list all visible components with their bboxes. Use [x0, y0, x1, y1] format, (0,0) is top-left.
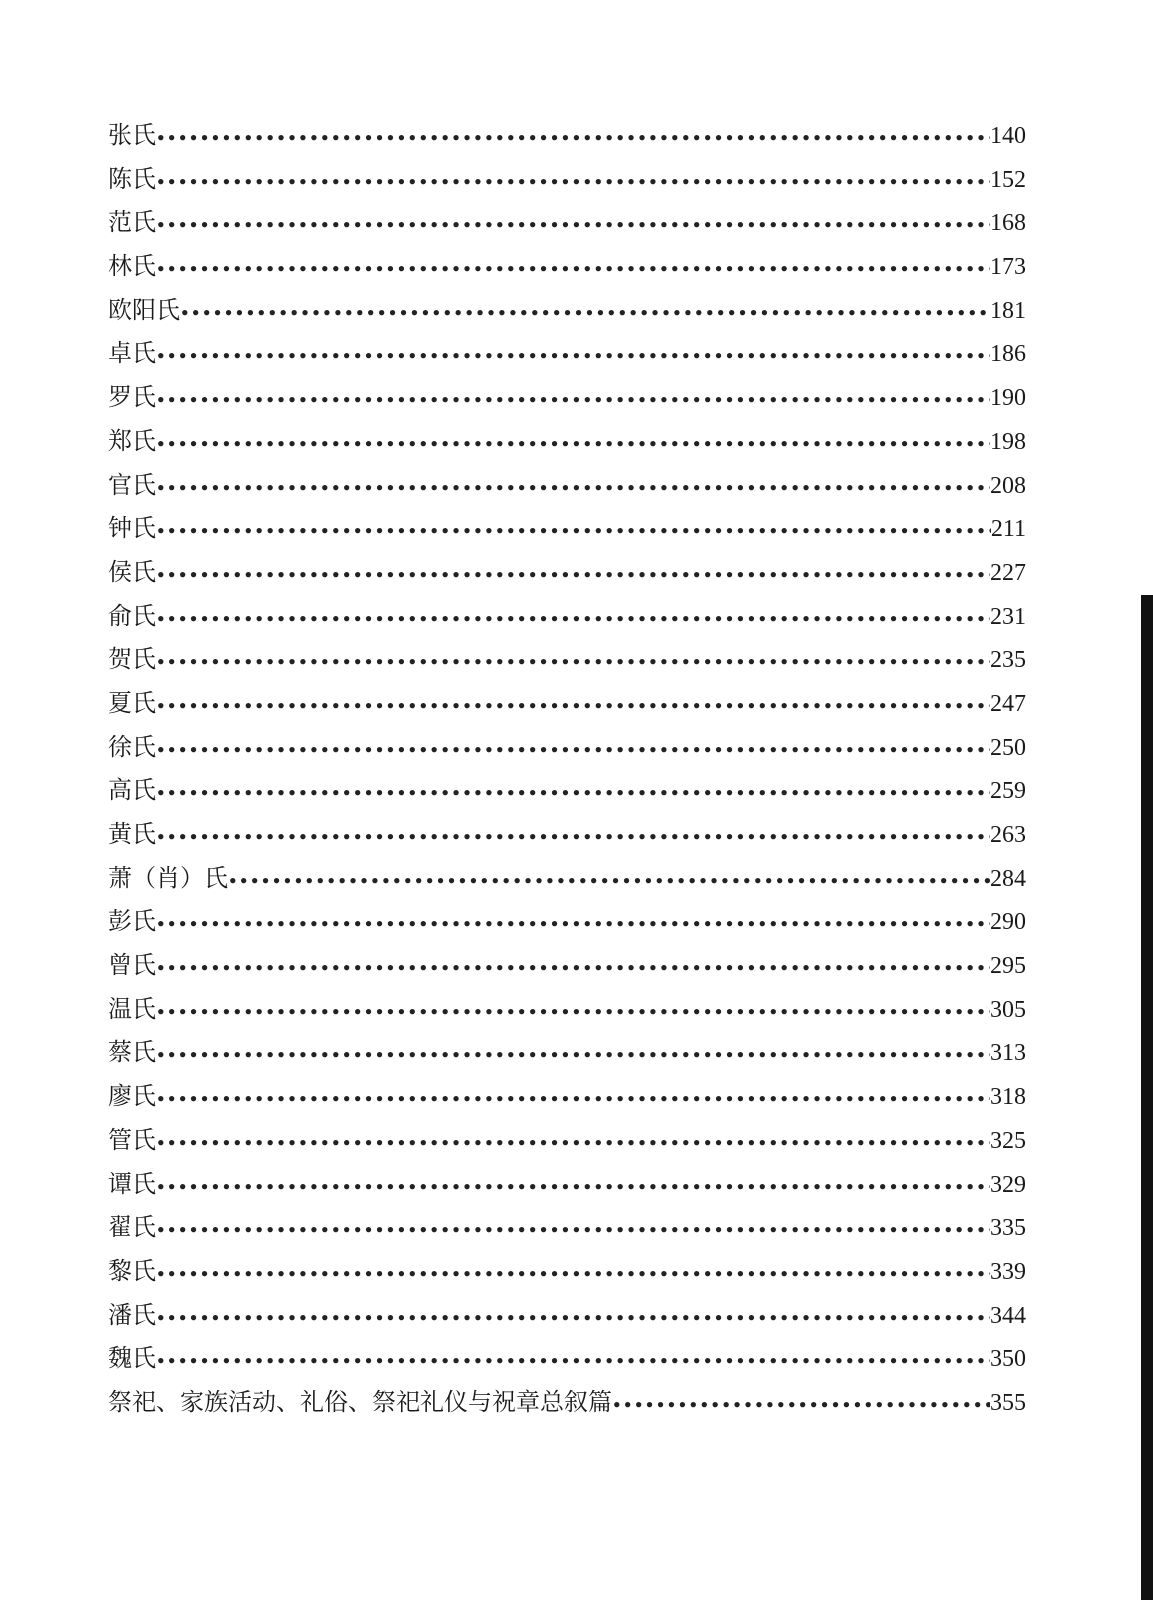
toc-entry: [108, 682, 1026, 726]
toc-entry-title: 欧阳氏: [108, 295, 180, 324]
toc-entry-page: 290: [990, 909, 1026, 936]
toc-entry-title: 侯氏: [108, 557, 156, 586]
dot-leader: [156, 991, 990, 1035]
toc-entry-title: 俞氏: [108, 601, 156, 630]
toc-entry-title: 廖氏: [108, 1082, 156, 1111]
toc-entry: [108, 1163, 1026, 1207]
toc-entry: [108, 1381, 1026, 1425]
toc-entry: [108, 158, 1026, 202]
dot-leader: [180, 292, 990, 336]
dot-leader: [156, 641, 990, 685]
toc-entry-title: 钟氏: [108, 514, 156, 543]
toc-entry-title: 陈氏: [108, 164, 156, 193]
toc-entry: [108, 1250, 1026, 1294]
toc-entry-page: 208: [990, 472, 1026, 499]
toc-entry-page: 325: [990, 1127, 1026, 1154]
toc-entry-title: 郑氏: [108, 426, 156, 455]
toc-entry: [108, 1031, 1026, 1075]
scan-edge-shadow: [1141, 595, 1153, 1600]
toc-entry-title: 潘氏: [108, 1300, 156, 1329]
toc-entry: [108, 1075, 1026, 1119]
toc-entry-page: 181: [990, 297, 1026, 324]
toc-entry: [108, 201, 1026, 245]
toc-entry-title: 温氏: [108, 994, 156, 1023]
toc-entry: [108, 289, 1026, 333]
dot-leader: [156, 161, 990, 205]
toc-entry-page: 247: [990, 690, 1026, 717]
toc-entry-page: 305: [990, 996, 1026, 1023]
toc-entry-page: 186: [990, 341, 1026, 368]
toc-entry: [108, 900, 1026, 944]
dot-leader: [156, 1209, 990, 1253]
toc-entry-title: 官氏: [108, 470, 156, 499]
toc-entry-title: 徐氏: [108, 732, 156, 761]
toc-entry: [108, 1206, 1026, 1250]
dot-leader: [156, 947, 990, 991]
toc-entry-page: 335: [990, 1215, 1026, 1242]
toc-entry-page: 140: [990, 123, 1026, 149]
toc-entry-page: 198: [990, 428, 1026, 455]
toc-entry-page: 259: [990, 778, 1026, 805]
toc-entry-title: 黄氏: [108, 820, 156, 848]
toc-entry-page: 339: [990, 1258, 1026, 1285]
toc-entry: [108, 245, 1026, 289]
toc-entry-page: 329: [990, 1171, 1026, 1198]
toc-entry: [108, 332, 1026, 376]
toc-entry-title: 谭氏: [108, 1169, 156, 1198]
dot-leader: [156, 1034, 990, 1078]
toc-entry-page: 227: [990, 559, 1026, 586]
toc-entry-page: 250: [990, 734, 1026, 761]
toc-entry-title: 黎氏: [108, 1256, 156, 1285]
toc-entry-page: 284: [990, 865, 1026, 892]
toc-entry-title: 蔡氏: [108, 1038, 156, 1067]
dot-leader: [156, 248, 990, 292]
table-of-contents: [108, 114, 1026, 1425]
toc-entry: [108, 1294, 1026, 1338]
dot-leader: [156, 598, 990, 642]
dot-leader: [156, 772, 990, 816]
toc-entry-title: 罗氏: [108, 383, 156, 412]
toc-entry-page: 235: [990, 647, 1026, 674]
toc-entry: [108, 595, 1026, 639]
toc-entry: [108, 551, 1026, 595]
dot-leader: [156, 729, 990, 773]
dot-leader: [156, 423, 990, 467]
dot-leader: [156, 816, 990, 860]
dot-leader: [228, 860, 990, 904]
toc-entry: [108, 1119, 1026, 1163]
toc-entry: [108, 988, 1026, 1032]
toc-entry-title: 翟氏: [108, 1213, 156, 1242]
dot-leader: [156, 1166, 990, 1210]
dot-leader: [156, 204, 990, 248]
toc-entry: [108, 857, 1026, 901]
toc-entry: [108, 944, 1026, 988]
dot-leader: [156, 1253, 990, 1297]
toc-entry: [108, 376, 1026, 420]
toc-entry-title: 萧（肖）氏: [108, 863, 228, 892]
toc-entry-page: 313: [990, 1040, 1026, 1067]
toc-entry-title: 祭祀、家族活动、礼俗、祭祀礼仪与祝章总叙篇: [108, 1387, 612, 1416]
toc-entry-title: 管氏: [108, 1125, 156, 1154]
toc-entry-page: 350: [990, 1346, 1026, 1373]
dot-leader: [156, 1340, 990, 1384]
dot-leader: [156, 379, 990, 423]
toc-entry: [108, 1337, 1026, 1381]
toc-entry-page: 211: [990, 516, 1026, 543]
dot-leader: [156, 117, 990, 161]
toc-entry-page: 295: [990, 953, 1026, 980]
dot-leader: [612, 1384, 990, 1428]
dot-leader: [156, 467, 990, 511]
dot-leader: [156, 1297, 990, 1341]
toc-entry-page: 190: [990, 385, 1026, 412]
toc-entry-page: 263: [990, 822, 1026, 848]
toc-entry-page: 152: [990, 166, 1026, 193]
toc-entry: [108, 769, 1026, 813]
toc-entry-title: 卓氏: [108, 339, 156, 368]
toc-entry-page: 168: [990, 210, 1026, 237]
toc-entry-title: 高氏: [108, 776, 156, 805]
toc-entry-title: 夏氏: [108, 688, 156, 717]
dot-leader: [156, 685, 990, 729]
dot-leader: [156, 1078, 990, 1122]
toc-entry-page: 355: [990, 1389, 1026, 1416]
toc-entry-page: 318: [990, 1084, 1026, 1111]
toc-entry-title: 魏氏: [108, 1344, 156, 1373]
toc-entry: [108, 507, 1026, 551]
dot-leader: [156, 554, 990, 598]
toc-entry: [108, 464, 1026, 508]
toc-entry-title: 彭氏: [108, 907, 156, 936]
toc-entry-title: 张氏: [108, 121, 156, 149]
dot-leader: [156, 903, 990, 947]
toc-entry: [108, 726, 1026, 770]
toc-entry: [108, 420, 1026, 464]
toc-entry: [108, 114, 1026, 158]
toc-entry-title: 贺氏: [108, 645, 156, 674]
toc-entry-title: 林氏: [108, 252, 156, 281]
toc-entry-title: 曾氏: [108, 951, 156, 980]
toc-entry-page: 344: [990, 1302, 1026, 1329]
toc-entry: [108, 813, 1026, 857]
dot-leader: [156, 510, 991, 554]
toc-entry: [108, 638, 1026, 682]
dot-leader: [156, 335, 990, 379]
toc-entry-title: 范氏: [108, 208, 156, 237]
dot-leader: [156, 1122, 990, 1166]
toc-entry-page: 173: [990, 254, 1026, 281]
toc-entry-page: 231: [990, 603, 1026, 630]
